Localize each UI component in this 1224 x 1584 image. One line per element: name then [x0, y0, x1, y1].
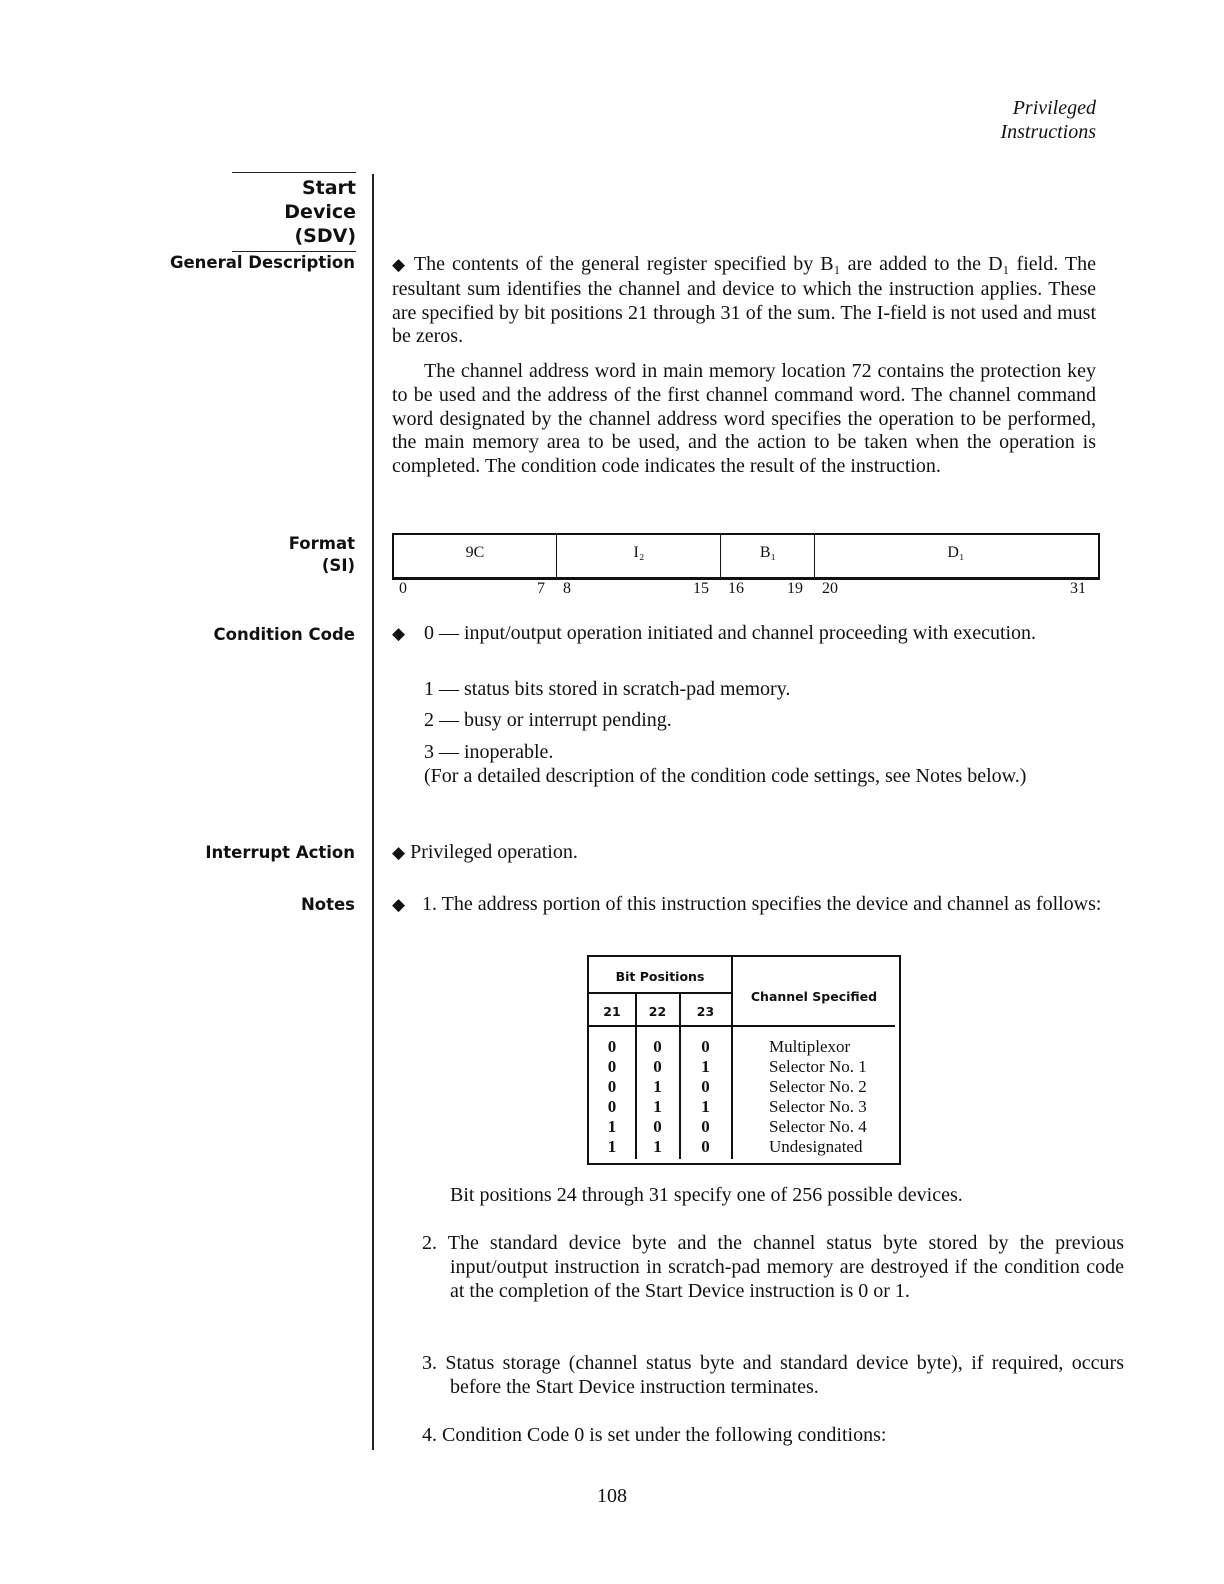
- format-field-i2: I₂: [558, 535, 721, 577]
- note-1-after-table: Bit positions 24 through 31 specify one of 256 possible devices.: [450, 1184, 963, 1206]
- note-3: 3. Status storage (channel status byte and standard device byte), if required, occurs before the Start Device instruction terminates.: [422, 1352, 1124, 1398]
- general-text-1: The contents of the general register specified by B₁ are added to the D₁ field. The resultant sum identifies the channel and device to which the instruction applies. These are specified by bit positions 21 through 31 of the sum. The I-field is not used and must be zeros.: [392, 253, 1097, 348]
- table-header-bit-23: 23: [696, 1004, 715, 1019]
- channel-table: [587, 955, 901, 1165]
- bullet-diamond-icon: ◆: [392, 624, 406, 644]
- table-column-channel: Multiplexor Selector No. 1 Selector No. 2 Selector No. 3 Selector No. 4 Undesignated: [769, 1037, 867, 1156]
- format-field-op: 9C: [394, 535, 557, 577]
- table-column-23: 0 1 0 1 0 0: [701, 1037, 710, 1156]
- bullet-diamond-icon: ◆: [392, 895, 406, 915]
- table-header-bit-22: 22: [648, 1004, 667, 1019]
- label-condition-code: Condition Code: [213, 625, 355, 644]
- note-2: 2. The standard device byte and the channel status byte stored by the previous input/output instruction in scratch-pad memory are destroyed if the condition code at the completion of the Start Device instruction is 0 or 1.: [422, 1232, 1124, 1302]
- section-title-line-2: (SDV): [294, 225, 356, 247]
- bit-label: 19: [787, 580, 803, 597]
- condition-code-3: 3 — inoperable.: [424, 741, 554, 763]
- page-number: 108: [597, 1485, 627, 1507]
- interrupt-action-value: Privileged operation.: [410, 841, 578, 863]
- format-field-b1: B₁: [722, 535, 815, 577]
- general-paragraph-2: The channel address word in main memory location 72 contains the protection key to be used and the address of the first channel command word. The channel command word designated by the channel address word specifies the operation to be performed, the main memory area to be used, and the action to be taken when the operation is completed. The condition code indicates the result of the instruction.: [392, 360, 1096, 478]
- table-header-bit-21: 21: [603, 1004, 621, 1019]
- condition-code-note: (For a detailed description of the condition code settings, see Notes below.): [424, 765, 1027, 787]
- bit-label: 31: [1070, 580, 1086, 597]
- section-title-line-1: Start Device: [284, 177, 356, 223]
- general-paragraph-1: [392, 253, 1096, 349]
- condition-code-0: 0 — input/output operation initiated and channel proceeding with execution.: [424, 622, 1037, 644]
- bullet-diamond-icon: ◆: [392, 843, 406, 863]
- label-format-line-1: Format: [288, 534, 355, 553]
- label-format: [289, 533, 355, 577]
- label-interrupt-action: Interrupt Action: [205, 843, 355, 862]
- bullet-diamond-icon: ◆: [392, 255, 408, 275]
- bit-label: 20: [822, 580, 838, 597]
- format-diagram: [392, 533, 1100, 580]
- label-format-line-2: (SI): [321, 556, 355, 575]
- header-line-1: Privileged: [1012, 97, 1096, 119]
- bit-label: 15: [693, 580, 709, 597]
- section-title: [232, 172, 356, 252]
- label-general-description: General Description: [169, 253, 355, 272]
- condition-code-1: 1 — status bits stored in scratch-pad memory.: [424, 678, 791, 700]
- condition-code-2: 2 — busy or interrupt pending.: [424, 709, 672, 731]
- running-header: [1000, 96, 1096, 144]
- bit-label: 16: [728, 580, 744, 597]
- table-header-channel: Channel Specified: [750, 989, 878, 1004]
- bit-label: 0: [399, 580, 407, 597]
- table-column-21: 0 0 0 0 1 1: [607, 1037, 617, 1156]
- interrupt-action-text: [392, 841, 1096, 866]
- note-1: 1. The address portion of this instruction specifies the device and channel as follows:: [422, 893, 1102, 915]
- label-notes: Notes: [300, 895, 355, 914]
- format-field-d1: D₁: [947, 544, 965, 561]
- bit-label: 8: [563, 580, 571, 597]
- header-line-2: Instructions: [1000, 121, 1096, 143]
- bit-label: 7: [537, 580, 545, 597]
- table-column-22: 0 0 1 1 0 1: [653, 1037, 662, 1156]
- table-header-bit-positions: Bit Positions: [615, 969, 705, 984]
- margin-rule: [372, 174, 374, 1450]
- note-4: 4. Condition Code 0 is set under the following conditions:: [422, 1424, 887, 1446]
